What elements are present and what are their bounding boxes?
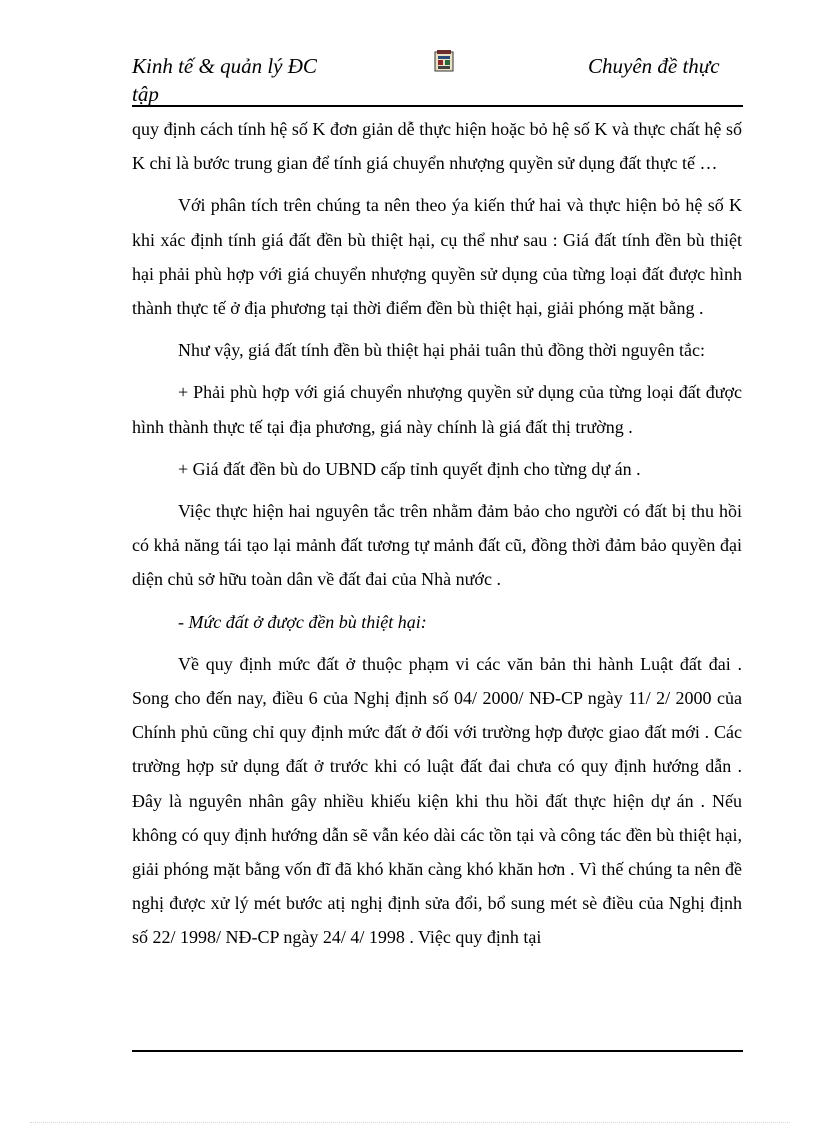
document-body — [132, 112, 742, 963]
header-right-title: Chuyên đề thực — [588, 54, 720, 78]
paragraph: + Giá đất đền bù do UBND cấp tỉnh quyết định cho từng dự án . — [178, 458, 641, 479]
paragraph: Với phân tích trên chúng ta nên theo ýa kiến thứ hai và thực hiện bỏ hệ số K khi xác định tính giá đất đền bù thiệt hại, cụ thể như sau : Giá đất tính đền bù thiệt hại phải phù hợp với giá chuyển nhượng quyền sử dụng của từng loại đất được hình thành thực tế ở địa phương tại thời điểm đền bù thiệt hại, giải phóng mặt bằng . — [132, 195, 742, 319]
paragraph: Về quy định mức đất ở thuộc phạm vi các văn bản thi hành Luật đất đai . Song cho đến nay, điều 6 của Nghị định số 04/ 2000/ NĐ-CP ngày 11/ 2/ 2000 của Chính phủ cũng chỉ quy định mức đất ở đối với trường hợp được giao đất mới . Các trường hợp sử dụng đất ở trước khi có luật đất đai chưa có quy định hướng dẫn . Đây là nguyên nhân gây nhiều khiếu kiện khi thu hồi đất thực hiện dự án . Nếu không có quy định hướng dẫn sẽ vẫn kéo dài các tồn tại và công tác đền bù thiệt hại, giải phóng mặt bằng vốn đĩ đã khó khăn càng khó khăn hơn . Vì thế chúng ta nên đề nghị được xử lý mét bước atị nghị định sửa đổi, bổ sung mét sè điều của Nghị định số 22/ 1998/ NĐ-CP ngày 24/ 4/ 1998 . Việc quy định tại — [132, 653, 742, 948]
header-rule — [132, 105, 743, 107]
footer-rule — [132, 1050, 743, 1052]
paragraph: Như vậy, giá đất tính đền bù thiệt hại phải tuân thủ đồng thời nguyên tắc: — [178, 340, 706, 361]
paragraph-continuation: quy định cách tính hệ số K đơn giản dễ thực hiện hoặc bỏ hệ số K và thực chất hệ số K chỉ là bước trung gian để tính giá chuyển nhượng quyền sử dụng đất thực tế … — [132, 119, 742, 174]
section-heading: - Mức đất ở được đền bù thiệt hại: — [178, 611, 427, 632]
header-left-title: Kinh tế & quản lý ĐC tập — [132, 54, 317, 106]
header-logo-icon — [433, 49, 455, 73]
paragraph: Việc thực hiện hai nguyên tắc trên nhằm đảm bảo cho người có đất bị thu hồi có khả năng tái tạo lại mảnh đất tương tự mảnh đất cũ, đồng thời đảm bảo quyền đại diện chủ sở hữu toàn dân về đất đai của Nhà nước . — [132, 501, 742, 590]
paragraph: + Phải phù hợp với giá chuyển nhượng quyền sử dụng của từng loại đất được hình thành thực tế tại địa phương, giá này chính là giá đất thị trường . — [132, 382, 742, 437]
